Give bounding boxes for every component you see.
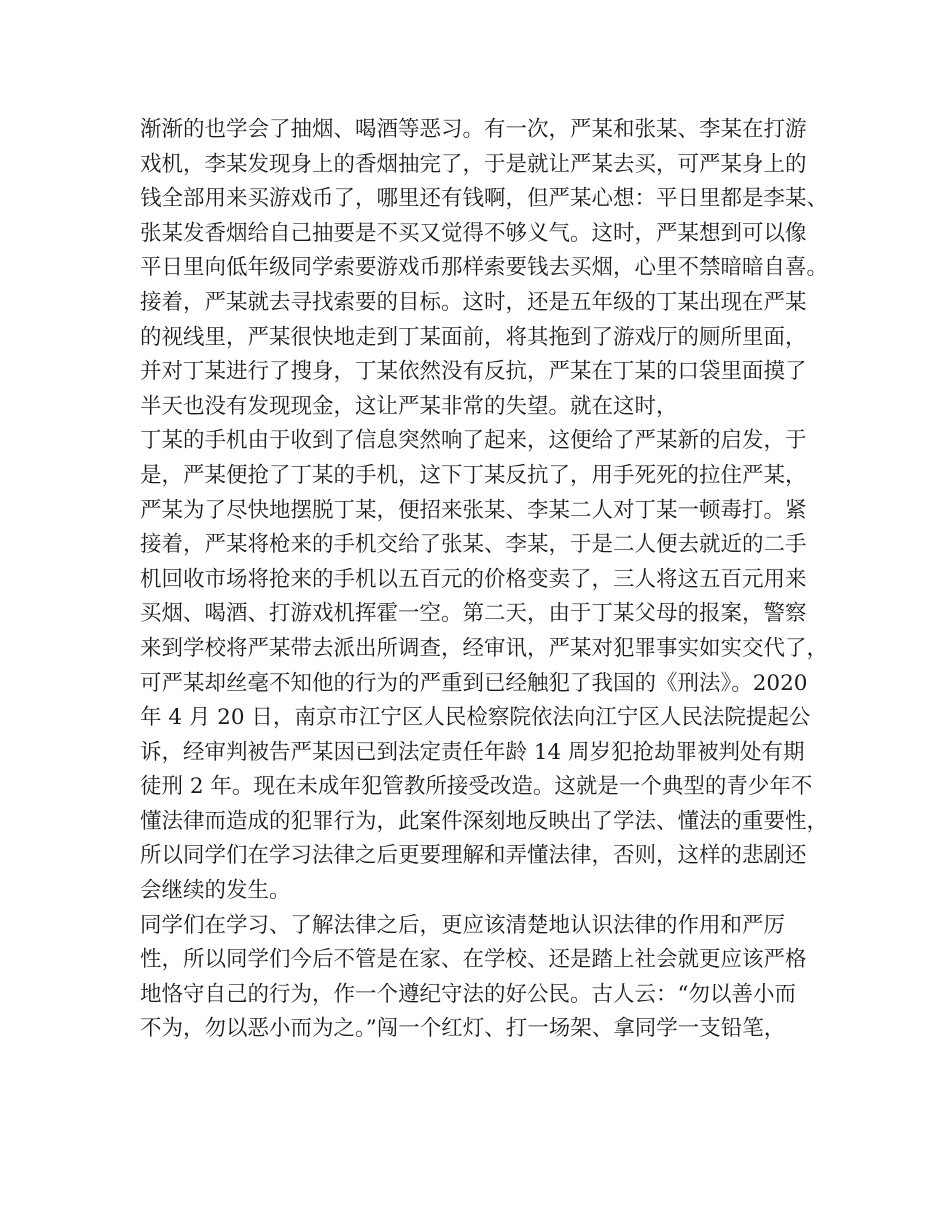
text-line: 丁某的手机由于收到了信息突然响了起来，这便给了严某新的启发，于 <box>140 428 807 454</box>
text-line: 机回收市场将抢来的手机以五百元的价格变卖了，三人将这五百元用来 <box>140 566 807 592</box>
text-line: 性，所以同学们今后不管是在家、在学校、还是踏上社会就更应该严格 <box>140 947 807 973</box>
text-line: 可严某却丝毫不知他的行为的严重到已经触犯了我国的《刑法》。2020 <box>140 670 808 696</box>
text-line: 会继续的发生。 <box>140 878 291 904</box>
text-line: 平日里向低年级同学索要游戏币那样索要钱去买烟，心里不禁暗暗自喜。 <box>140 255 829 281</box>
text-line: 买烟、喝酒、打游戏机挥霍一空。第二天，由于丁某父母的报案，警察 <box>140 601 807 627</box>
text-line: 地恪守自己的行为，作一个遵纪守法的好公民。古人云：“勿以善小而 <box>140 981 796 1007</box>
text-line: 张某发香烟给自己抽要是不买又觉得不够义气。这时，严某想到可以像 <box>140 220 807 246</box>
text-line: 来到学校将严某带去派出所调查，经审讯，严某对犯罪事实如实交代了， <box>140 635 829 661</box>
text-line: 的视线里，严某很快地走到丁某面前，将其拖到了游戏厅的厕所里面， <box>140 324 807 350</box>
text-line: 戏机，李某发现身上的香烟抽完了，于是就让严某去买，可严某身上的 <box>140 151 807 177</box>
text-line: 同学们在学习、了解法律之后，更应该清楚地认识法律的作用和严厉 <box>140 912 786 938</box>
text-line: 不为，勿以恶小而为之。”闯一个红灯、打一场架、拿同学一支铅笔， <box>140 1016 786 1042</box>
text-line: 并对丁某进行了搜身，丁某依然没有反抗，严某在丁某的口袋里面摸了 <box>140 359 807 385</box>
text-line: 诉，经审判被告严某因已到法定责任年龄 14 周岁犯抢劫罪被判处有期 <box>140 739 805 765</box>
text-line: 接着，严某就去寻找索要的目标。这时，还是五年级的丁某出现在严某 <box>140 289 807 315</box>
text-line: 年 4 月 20 日，南京市江宁区人民检察院依法向江宁区人民法院提起公 <box>140 705 811 731</box>
text-line: 所以同学们在学习法律之后更要理解和弄懂法律，否则，这样的悲剧还 <box>140 843 807 869</box>
body-text <box>140 113 830 1047</box>
text-line: 接着，严某将枪来的手机交给了张某、李某，于是二人便去就近的二手 <box>140 532 807 558</box>
text-line: 是，严某便抢了丁某的手机，这下丁某反抗了，用手死死的拉住严某， <box>140 462 807 488</box>
text-line: 渐渐的也学会了抽烟、喝酒等恶习。有一次，严某和张某、李某在打游 <box>140 117 807 142</box>
text-line: 严某为了尽快地摆脱丁某，便招来张某、李某二人对丁某一顿毒打。紧 <box>140 497 807 523</box>
text-line: 徒刑 2 年。现在未成年犯管教所接受改造。这就是一个典型的青少年不 <box>140 774 813 800</box>
text-line: 半天也没有发现现金，这让严某非常的失望。就在这时， <box>140 393 678 419</box>
text-line: 懂法律而造成的犯罪行为，此案件深刻地反映出了学法、懂法的重要性， <box>140 808 829 834</box>
text-line: 钱全部用来买游戏币了，哪里还有钱啊，但严某心想：平日里都是李某、 <box>140 186 829 212</box>
